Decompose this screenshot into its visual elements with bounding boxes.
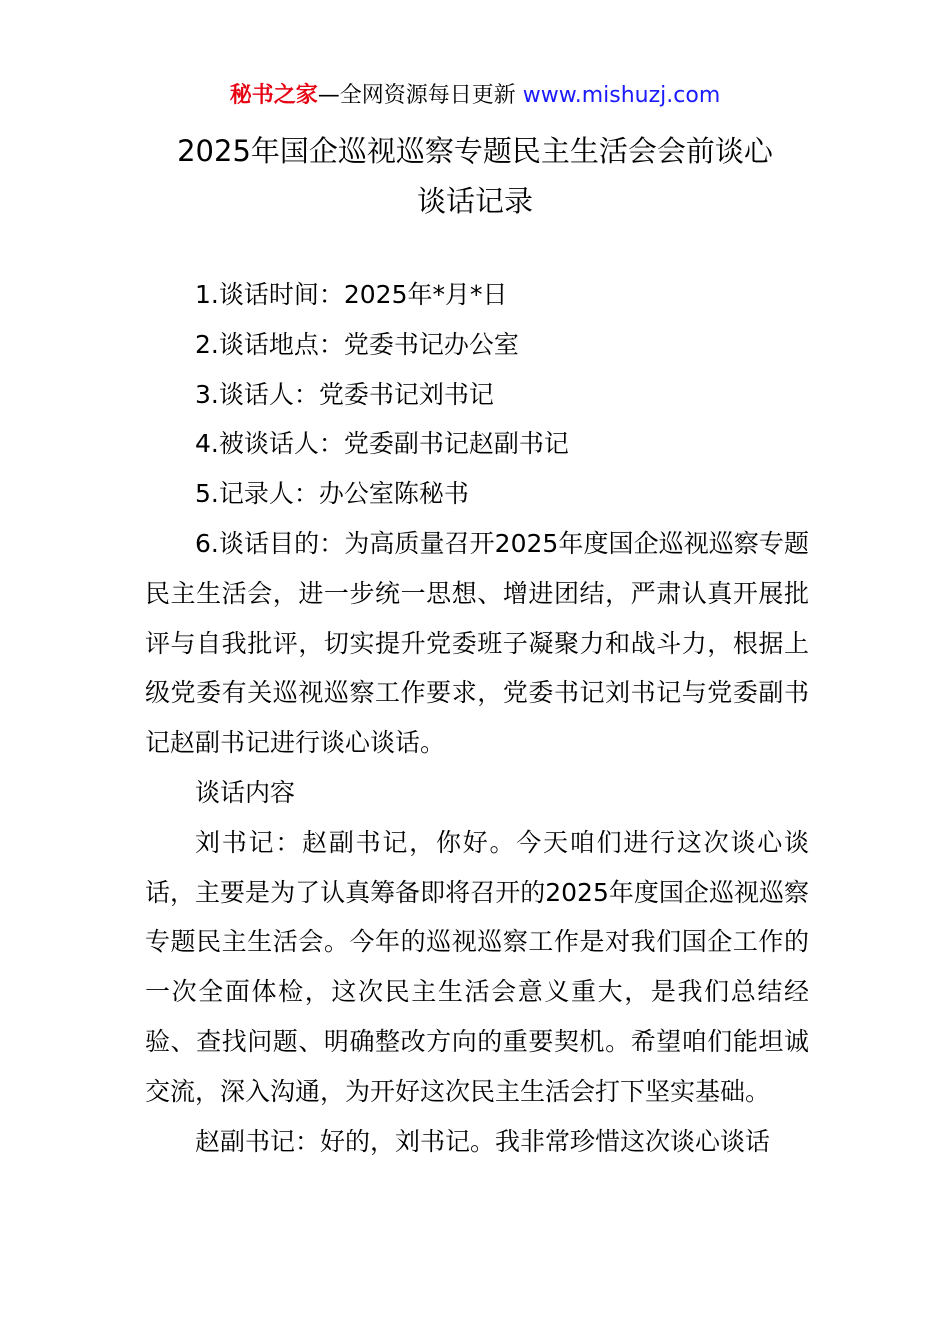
paragraph-meeting-place: 2.谈话地点：党委书记办公室 (195, 329, 519, 359)
document-title-line-1: 2025年国企巡视巡察专题民主生活会会前谈心 (177, 134, 773, 168)
paragraph-interviewer: 3.谈话人：党委书记刘书记 (195, 379, 494, 409)
site-url-link[interactable]: www.mishuzj.com (522, 83, 721, 108)
paragraph-zhao-statement: 赵副书记：好的，刘书记。我非常珍惜这次谈心谈话 (195, 1126, 771, 1156)
document-body (145, 270, 809, 1166)
paragraph-recorder: 5.记录人：办公室陈秘书 (195, 479, 469, 509)
paragraph-meeting-time: 1.谈话时间：2025年*月*日 (195, 280, 508, 309)
paragraph-liu-statement: 刘书记：赵副书记，你好。今天咱们进行这次谈心谈话，主要是为了认真筹备即将召开的2025年度国企巡视巡察专题民主生活会。今年的巡视巡察工作是对我们国企工作的一次全面体检，这次民主生活会意义重大，是我们总结经验、查找问题、明确整改方向的重要契机。希望咱们能坦诚交流，深入沟通，为开好这次民主生活会打下坚实基础。 (145, 827, 809, 1106)
paragraph-interviewee: 4.被谈话人：党委副书记赵副书记 (195, 429, 569, 459)
document-title (120, 126, 830, 226)
paragraph-content-heading: 谈话内容 (195, 777, 296, 807)
brand-name: 秘书之家 (229, 83, 318, 108)
site-header (0, 80, 950, 112)
header-tagline: —全网资源每日更新 (317, 83, 516, 108)
document-title-line-2: 谈话记录 (416, 184, 533, 218)
paragraph-purpose: 6.谈话目的：为高质量召开2025年度国企巡视巡察专题民主生活会，进一步统一思想、增进团结，严肃认真开展批评与自我批评，切实提升党委班子凝聚力和战斗力，根据上级党委有关巡视巡察工作要求，党委书记刘书记与党委副书记赵副书记进行谈心谈话。 (145, 528, 809, 758)
